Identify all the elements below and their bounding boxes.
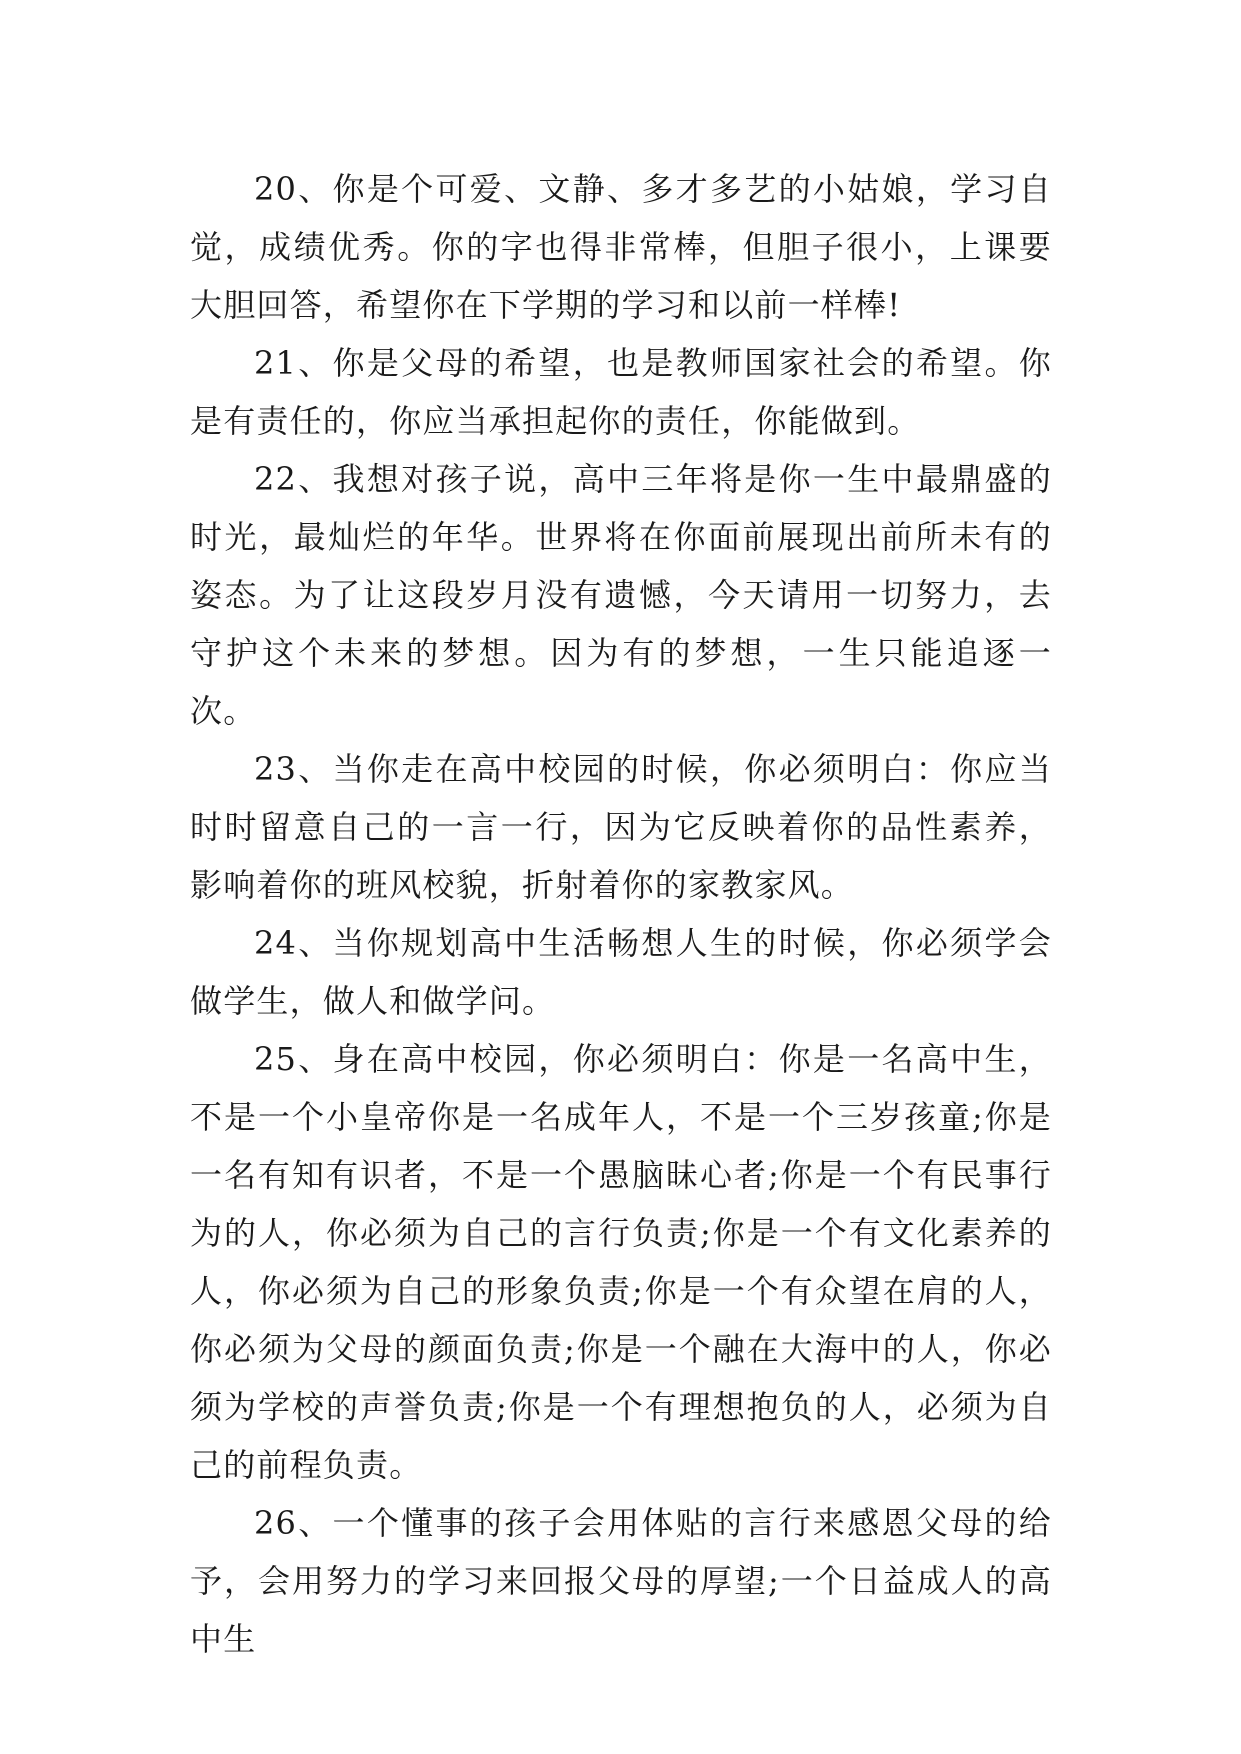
paragraph-26: 26、一个懂事的孩子会用体贴的言行来感恩父母的给予，会用努力的学习来回报父母的厚望;一个日益成人的高中生 [190, 1504, 1052, 1658]
document-body [190, 160, 1052, 1668]
paragraph-21: 21、你是父母的希望，也是教师国家社会的希望。你是有责任的，你应当承担起你的责任，你能做到。 [190, 344, 1052, 440]
paragraph-24: 24、当你规划高中生活畅想人生的时候，你必须学会做学生，做人和做学问。 [190, 924, 1052, 1020]
paragraph-25: 25、身在高中校园，你必须明白：你是一名高中生，不是一个小皇帝你是一名成年人，不是一个三岁孩童;你是一名有知有识者，不是一个愚脑昧心者;你是一个有民事行为的人，你必须为自己的言行负责;你是一个有文化素养的人，你必须为自己的形象负责;你是一个有众望在肩的人，你必须为父母的颜面负责;你是一个融在大海中的人，你必须为学校的声誉负责;你是一个有理想抱负的人，必须为自己的前程负责。 [190, 1040, 1052, 1484]
paragraph-22: 22、我想对孩子说，高中三年将是你一生中最鼎盛的时光，最灿烂的年华。世界将在你面前展现出前所未有的姿态。为了让这段岁月没有遗憾，今天请用一切努力，去守护这个未来的梦想。因为有的梦想，一生只能追逐一次。 [190, 460, 1052, 730]
paragraph-20: 20、你是个可爱、文静、多才多艺的小姑娘，学习自觉，成绩优秀。你的字也得非常棒，但胆子很小，上课要大胆回答，希望你在下学期的学习和以前一样棒! [190, 170, 1052, 324]
paragraph-23: 23、当你走在高中校园的时候，你必须明白：你应当时时留意自己的一言一行，因为它反映着你的品性素养，影响着你的班风校貌，折射着你的家教家风。 [190, 750, 1052, 904]
